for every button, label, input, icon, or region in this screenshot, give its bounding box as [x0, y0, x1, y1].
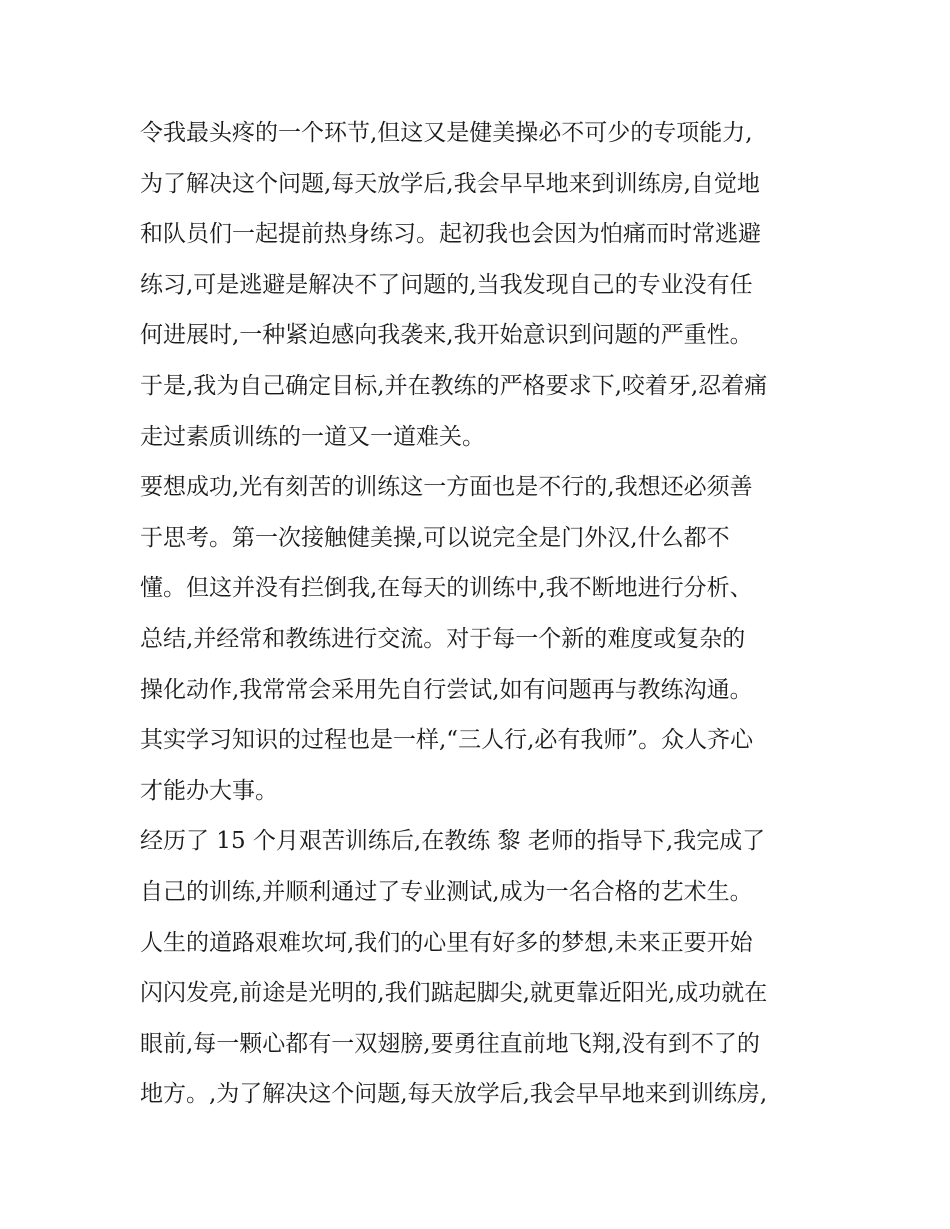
text-line-13: 其实学习知识的过程也是一样,“三人行,必有我师”。众人齐心: [140, 727, 754, 754]
text-line-16: 自己的训练,并顺利通过了专业测试,成为一名合格的艺术生。: [140, 878, 753, 905]
text-line-6: 于是,我为自己确定目标,并在教练的严格要求下,咬着牙,忍着痛: [140, 372, 768, 399]
text-line-7: 走过素质训练的一道又一道难关。: [140, 423, 485, 450]
text-line-15: 经历了 15 个月艰苦训练后,在教练 黎 老师的指导下,我完成了: [140, 828, 766, 855]
text-line-3: 和队员们一起提前热身练习。起初我也会因为怕痛而时常逃避: [140, 221, 761, 248]
text-line-19: 眼前,每一颗心都有一双翅膀,要勇往直前地飞翔,没有到不了的: [140, 1030, 760, 1057]
text-line-17: 人生的道路艰难坎坷,我们的心里有好多的梦想,未来正要开始: [140, 929, 753, 956]
text-line-10: 懂。但这并没有拦倒我,在每天的训练中,我不断地进行分析、: [140, 575, 753, 602]
text-line-12: 操化动作,我常常会采用先自行尝试,如有问题再与教练沟通。: [140, 676, 753, 703]
text-line-2: 为了解决这个问题,每天放学后,我会早早地来到训练房,自觉地: [140, 170, 760, 197]
body-text: [140, 108, 830, 1120]
text-line-18: 闪闪发亮,前途是光明的,我们踮起脚尖,就更靠近阳光,成功就在: [140, 980, 768, 1007]
text-line-9: 于思考。第一次接触健美操,可以说完全是门外汉,什么都不: [140, 524, 730, 551]
text-line-20: 地方。,为了解决这个问题,每天放学后,我会早早地来到训练房,: [140, 1081, 768, 1108]
text-line-14: 才能办大事。: [140, 777, 278, 804]
text-line-5: 何进展时,一种紧迫感向我袭来,我开始意识到问题的严重性。: [140, 322, 753, 349]
text-line-4: 练习,可是逃避是解决不了问题的,当我发现自己的专业没有任: [140, 271, 753, 298]
text-line-1: 令我最头疼的一个环节,但这又是健美操必不可少的专项能力,: [140, 120, 753, 146]
text-line-8: 要想成功,光有刻苦的训练这一方面也是不行的,我想还必须善: [140, 474, 753, 501]
text-line-11: 总结,并经常和教练进行交流。对于每一个新的难度或复杂的: [140, 625, 746, 652]
